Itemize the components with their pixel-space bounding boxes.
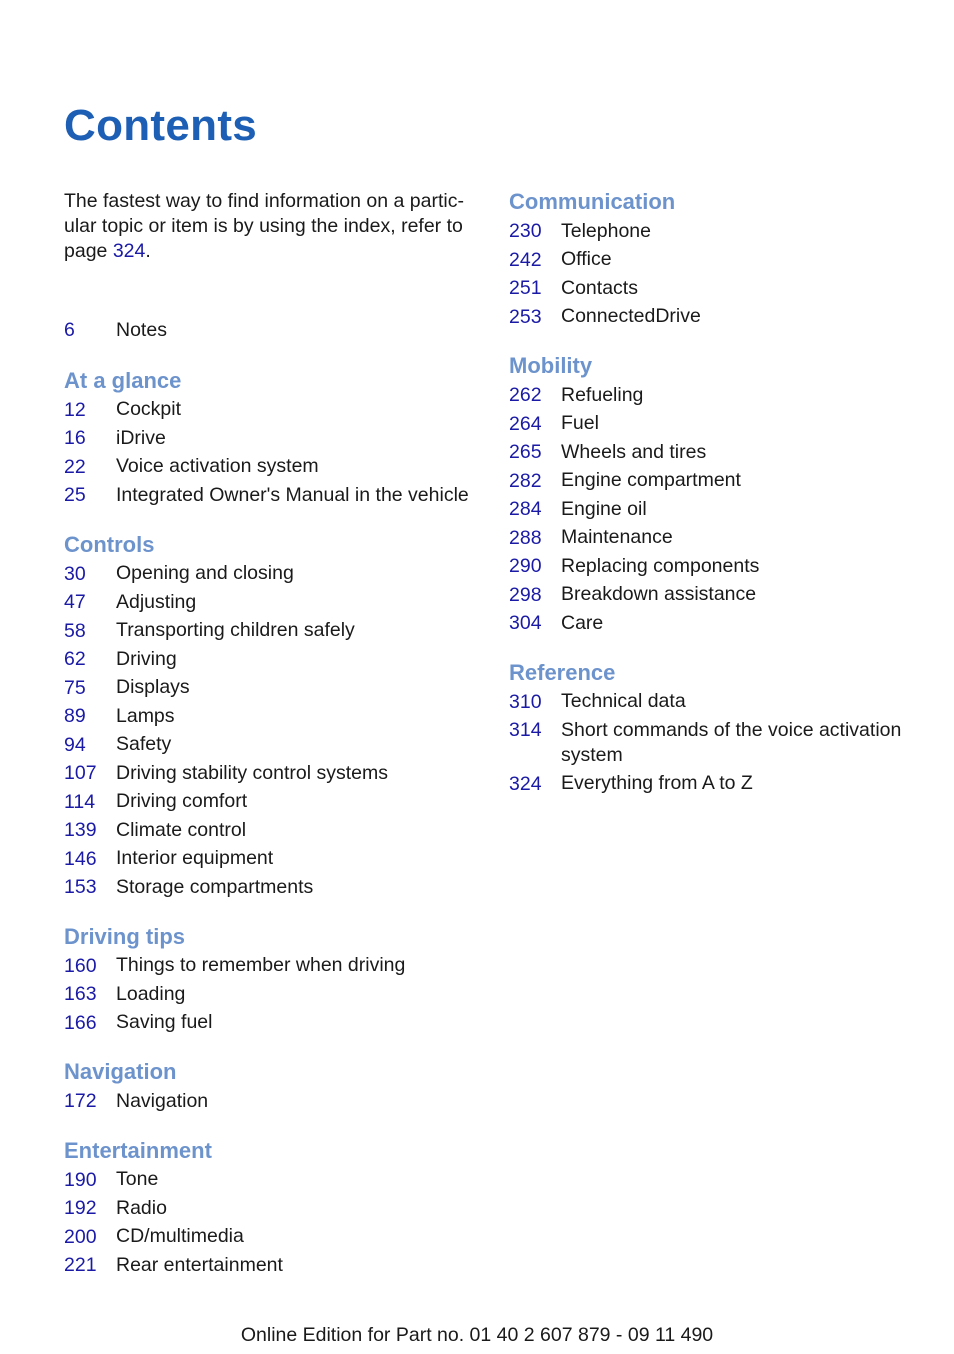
intro-paragraph: [64, 189, 482, 264]
intro-end: .: [145, 240, 151, 262]
toc-entry-label[interactable]: Maintenance: [561, 526, 673, 549]
toc-entry[interactable]: [509, 381, 929, 410]
toc-entry-label[interactable]: Engine oil: [561, 497, 647, 520]
toc-page-number[interactable]: 22: [64, 455, 86, 478]
toc-entry[interactable]: [64, 588, 494, 617]
toc-page-number[interactable]: 94: [64, 733, 86, 756]
toc-entry[interactable]: [64, 845, 494, 874]
toc-entry[interactable]: [509, 581, 929, 610]
toc-entry[interactable]: [64, 617, 494, 646]
toc-entry[interactable]: [64, 481, 494, 510]
section-communication: [509, 188, 929, 331]
contents-column-left: [64, 316, 494, 1280]
toc-entry[interactable]: [64, 1194, 494, 1223]
toc-entry[interactable]: [509, 524, 929, 553]
toc-page-number[interactable]: 114: [64, 790, 96, 813]
section-heading[interactable]: Navigation: [64, 1059, 177, 1084]
toc-entry-label[interactable]: Loading: [116, 982, 186, 1005]
toc-page-number[interactable]: 172: [64, 1090, 97, 1112]
toc-page-number[interactable]: 284: [509, 498, 542, 520]
toc-entry-label[interactable]: Saving fuel: [116, 1011, 213, 1034]
toc-page-number[interactable]: 298: [509, 583, 542, 606]
toc-entry-label[interactable]: Opening and closing: [116, 562, 294, 585]
section-controls: [64, 531, 494, 902]
toc-entry[interactable]: [64, 1251, 494, 1280]
toc-page-number[interactable]: 265: [509, 441, 542, 463]
toc-entry[interactable]: [64, 816, 494, 845]
toc-page-number[interactable]: 58: [64, 619, 86, 642]
footer-edition-note: Online Edition for Part no. 01 40 2 607 879 - 09 11 490: [240, 1324, 714, 1346]
toc-entry[interactable]: [509, 303, 929, 332]
toc-entry[interactable]: [509, 495, 929, 524]
toc-entry-label[interactable]: Voice activation system: [116, 455, 319, 478]
toc-page-number[interactable]: 47: [64, 591, 86, 613]
section-driving-tips: [64, 923, 494, 1038]
toc-page-number[interactable]: 262: [509, 384, 542, 406]
toc-entry[interactable]: [64, 1087, 494, 1116]
toc-page-number[interactable]: 304: [509, 612, 542, 634]
toc-page-number[interactable]: 242: [509, 248, 542, 271]
section-mobility: [509, 352, 929, 638]
toc-entry-label[interactable]: Interior equipment: [116, 847, 274, 870]
section-heading[interactable]: Communication: [509, 189, 676, 214]
toc-entry-label[interactable]: Navigation: [116, 1089, 209, 1112]
toc-page-number[interactable]: 160: [64, 954, 97, 977]
toc-page-number[interactable]: 146: [64, 847, 97, 870]
toc-page-number[interactable]: 25: [64, 484, 86, 506]
toc-entry-label[interactable]: Wheels and tires: [561, 440, 707, 463]
toc-page-number[interactable]: 253: [509, 305, 542, 328]
toc-entry-label[interactable]: Everything from A to Z: [561, 772, 753, 795]
toc-page-number[interactable]: 190: [64, 1168, 97, 1191]
toc-page-number[interactable]: 221: [64, 1254, 97, 1276]
toc-entry[interactable]: [64, 873, 494, 902]
toc-entry-label[interactable]: Breakdown assistance: [561, 583, 757, 606]
toc-entry[interactable]: [509, 688, 929, 717]
toc-entry[interactable]: [509, 410, 929, 439]
toc-entry-label[interactable]: Adjusting: [116, 590, 197, 613]
toc-entry[interactable]: [64, 759, 494, 788]
toc-page-number[interactable]: 251: [509, 277, 542, 299]
toc-entry[interactable]: [509, 438, 929, 467]
toc-entry[interactable]: [509, 609, 929, 638]
toc-entry-label[interactable]: Care: [561, 611, 604, 634]
toc-entry[interactable]: [509, 770, 929, 799]
toc-page-number[interactable]: 310: [509, 690, 542, 713]
toc-entry-label[interactable]: Transporting children safely: [116, 619, 355, 642]
toc-page-number[interactable]: 153: [64, 876, 97, 898]
section-entertainment: [64, 1137, 494, 1280]
toc-page-number[interactable]: 6: [64, 319, 75, 341]
toc-entry-label[interactable]: Driving comfort: [116, 790, 248, 813]
toc-entry-label[interactable]: Driving stability control systems: [116, 761, 388, 784]
toc-entry-label[interactable]: Radio: [116, 1196, 167, 1219]
toc-entry-label[interactable]: ConnectedDrive: [561, 305, 701, 328]
section-heading[interactable]: At a glance: [64, 367, 182, 393]
toc-entry[interactable]: [64, 980, 494, 1009]
toc-entry[interactable]: [64, 952, 494, 981]
section-heading[interactable]: Mobility: [509, 353, 593, 378]
toc-entry-label[interactable]: Safety: [116, 733, 172, 756]
toc-entry-label[interactable]: Replacing components: [561, 554, 760, 577]
toc-page-number[interactable]: 163: [64, 983, 97, 1005]
toc-page-number[interactable]: 166: [64, 1011, 97, 1034]
section-reference: [509, 659, 929, 799]
toc-page-number[interactable]: 16: [64, 427, 86, 449]
toc-entry[interactable]: [509, 217, 929, 246]
toc-entry[interactable]: [509, 716, 929, 770]
page-title: Contents: [64, 101, 258, 150]
index-page-link[interactable]: 324: [112, 240, 146, 262]
toc-entry-label[interactable]: Displays: [116, 676, 190, 699]
toc-entry[interactable]: [64, 731, 494, 760]
section-navigation: [64, 1058, 494, 1116]
section-heading[interactable]: Reference: [509, 659, 616, 685]
toc-page-number[interactable]: 324: [509, 772, 542, 795]
toc-entry-label[interactable]: Integrated Owner's Manual in the vehicle: [116, 483, 469, 506]
toc-entry-label[interactable]: Engine compartment: [561, 469, 741, 492]
toc-entry-label[interactable]: Contacts: [561, 276, 638, 299]
toc-entry-label[interactable]: Driving: [116, 647, 177, 670]
toc-page-number[interactable]: 62: [64, 648, 86, 670]
toc-page-number[interactable]: 139: [64, 819, 97, 841]
toc-page-number[interactable]: 200: [64, 1225, 97, 1248]
toc-entry[interactable]: [64, 1009, 494, 1038]
toc-entry-label[interactable]: Climate control: [116, 818, 247, 841]
toc-entry[interactable]: [509, 274, 929, 303]
toc-entry[interactable]: [64, 674, 494, 703]
toc-entry-label[interactable]: Office: [561, 248, 612, 271]
toc-entry-label[interactable]: Short commands of the voice activation system: [561, 718, 902, 766]
toc-entry-label[interactable]: Tone: [116, 1168, 159, 1191]
toc-entry[interactable]: [509, 467, 929, 496]
toc-entry-label[interactable]: Storage compartments: [116, 875, 314, 898]
toc-entry-label[interactable]: Telephone: [561, 219, 651, 242]
toc-entry-label[interactable]: Refueling: [561, 383, 644, 406]
toc-page-number[interactable]: 12: [64, 398, 86, 421]
section-heading[interactable]: Controls: [64, 531, 155, 557]
toc-entry[interactable]: [64, 1223, 494, 1252]
toc-page-number[interactable]: 89: [64, 705, 86, 727]
contents-column-right: [509, 188, 929, 798]
toc-entry[interactable]: [509, 552, 929, 581]
toc-page-number[interactable]: 264: [509, 412, 542, 435]
toc-entry-label[interactable]: CD/multimedia: [116, 1225, 244, 1248]
toc-entry[interactable]: [64, 788, 494, 817]
toc-entry[interactable]: [64, 1166, 494, 1195]
toc-entry[interactable]: [64, 645, 494, 674]
toc-page-number[interactable]: 282: [509, 469, 542, 492]
toc-entry[interactable]: [509, 246, 929, 275]
toc-page-number[interactable]: 290: [509, 555, 542, 577]
intro-text: The fastest way to find information on a partic-ular topic or item is by using the index, refer to page: [64, 190, 464, 262]
toc-page-number[interactable]: 314: [509, 719, 542, 741]
toc-entry[interactable]: [64, 702, 494, 731]
notes-block: [64, 316, 494, 345]
toc-entry-label[interactable]: Rear entertainment: [116, 1253, 283, 1276]
toc-page-number[interactable]: 75: [64, 676, 86, 699]
toc-entry-label[interactable]: Lamps: [116, 704, 175, 727]
toc-entry-label[interactable]: Cockpit: [116, 398, 182, 421]
toc-page-number[interactable]: 230: [509, 220, 542, 242]
toc-page-number[interactable]: 107: [64, 762, 97, 784]
toc-page-number[interactable]: 288: [509, 526, 542, 549]
toc-page-number[interactable]: 30: [64, 562, 86, 585]
toc-page-number[interactable]: 192: [64, 1197, 97, 1219]
toc-entry-label[interactable]: Technical data: [561, 690, 686, 713]
toc-entry-label[interactable]: Notes: [116, 318, 167, 341]
toc-entry[interactable]: [64, 396, 494, 425]
section-heading[interactable]: Driving tips: [64, 923, 186, 949]
toc-entry-notes[interactable]: [64, 316, 494, 345]
toc-entry[interactable]: [64, 560, 494, 589]
section-heading[interactable]: Entertainment: [64, 1137, 212, 1163]
toc-entry-label[interactable]: Things to remember when driving: [116, 954, 406, 977]
section-at-a-glance: [64, 367, 494, 510]
toc-entry[interactable]: [64, 453, 494, 482]
toc-entry-label[interactable]: Fuel: [561, 412, 599, 435]
toc-entry-label[interactable]: iDrive: [116, 426, 166, 449]
toc-entry[interactable]: [64, 424, 494, 453]
